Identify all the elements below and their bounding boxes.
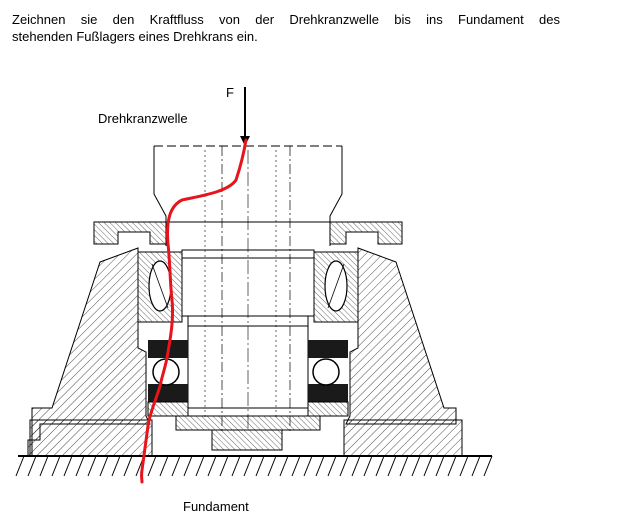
roller-bearing-left [138, 252, 182, 322]
roller-bearing-right [314, 252, 358, 322]
ball-bearing-right [308, 340, 348, 416]
force-arrow [240, 87, 250, 146]
bottom-nut [176, 416, 320, 450]
housing-left [28, 248, 152, 456]
label-force-f: F [226, 85, 234, 100]
label-fundament: Fundament [183, 499, 249, 514]
task-line-2: stehenden Fußlagers eines Drehkrans ein. [12, 29, 258, 44]
housing-right [344, 248, 462, 456]
task-line-1: Zeichnen sie den Kraftfluss von der Drehkranzwelle bis ins Fundament des [12, 12, 560, 27]
foundation-ground [16, 456, 492, 476]
label-drehkranzwelle: Drehkranzwelle [98, 111, 188, 126]
